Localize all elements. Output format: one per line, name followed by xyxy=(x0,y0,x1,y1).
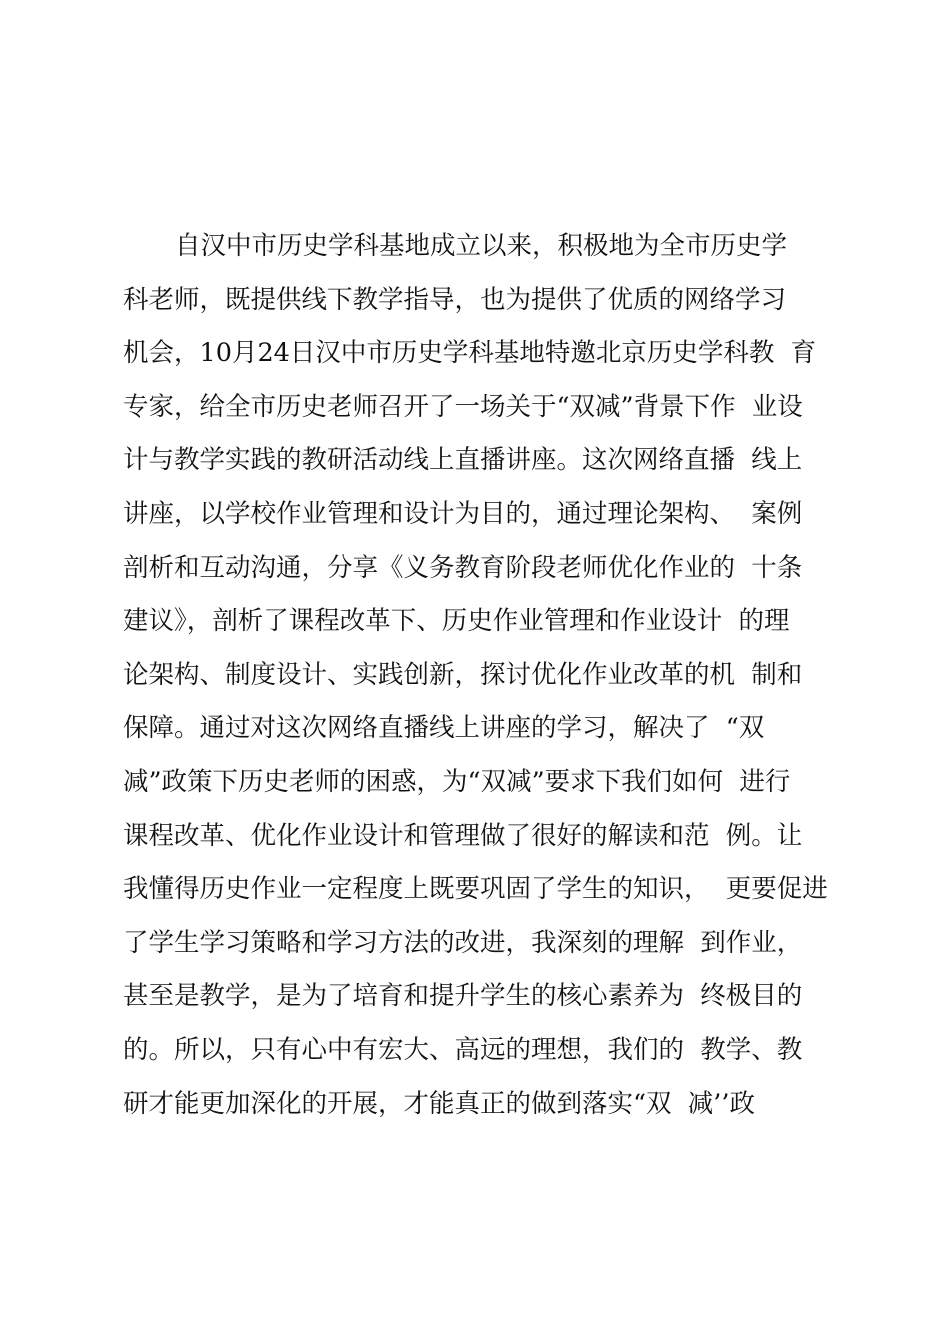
paragraph-line: 研才能更加深化的开展，才能真正的做到落实“双 减’’政 xyxy=(123,1088,755,1119)
paragraph-line: 课程改革、优化作业设计和管理做了很好的解读和范 例。让 xyxy=(123,820,803,851)
paragraph-line: 论架构、制度设计、实践创新，探讨优化作业改革的机 制和 xyxy=(123,659,803,690)
paragraph-line: 甚至是教学，是为了培育和提升学生的核心素养为 终极目的 xyxy=(123,981,803,1012)
body-paragraph xyxy=(123,220,843,1131)
paragraph-line: 科老师，既提供线下教学指导，也为提供了优质的网络学习 xyxy=(123,284,787,315)
paragraph-line: 自汉中市历史学科基地成立以来，积极地为全市历史学 xyxy=(175,231,788,261)
paragraph-line: 减”政策下历史老师的困惑，为“双减”要求下我们如何 进行 xyxy=(123,766,791,797)
paragraph-line: 了学生学习策略和学习方法的改进，我深刻的理解 到作业， xyxy=(123,927,803,958)
paragraph-line: 专家，给全市历史老师召开了一场关于“双减”背景下作 业设 xyxy=(123,391,803,422)
paragraph-line: 保障。通过对这次网络直播线上讲座的学习，解决了 “双 xyxy=(123,713,765,744)
paragraph-line: 计与教学实践的教研活动线上直播讲座。这次网络直播 线上 xyxy=(123,445,803,476)
paragraph-line: 讲座，以学校作业管理和设计为目的，通过理论架构、 案例 xyxy=(123,498,803,529)
paragraph-line: 剖析和互动沟通，分享《义务教育阶段老师优化作业的 十条 xyxy=(123,552,803,583)
paragraph-line: 的。所以，只有心中有宏大、高远的理想，我们的 教学、教 xyxy=(123,1034,803,1065)
paragraph-line: 我懂得历史作业一定程度上既要巩固了学生的知识， 更要促进 xyxy=(123,874,828,905)
paragraph-line: 建议》，剖析了课程改革下、历史作业管理和作业设计 的理 xyxy=(123,606,790,637)
paragraph-line: 机会，10月24日汉中市历史学科基地特邀北京历史学科教 育 xyxy=(123,338,817,369)
